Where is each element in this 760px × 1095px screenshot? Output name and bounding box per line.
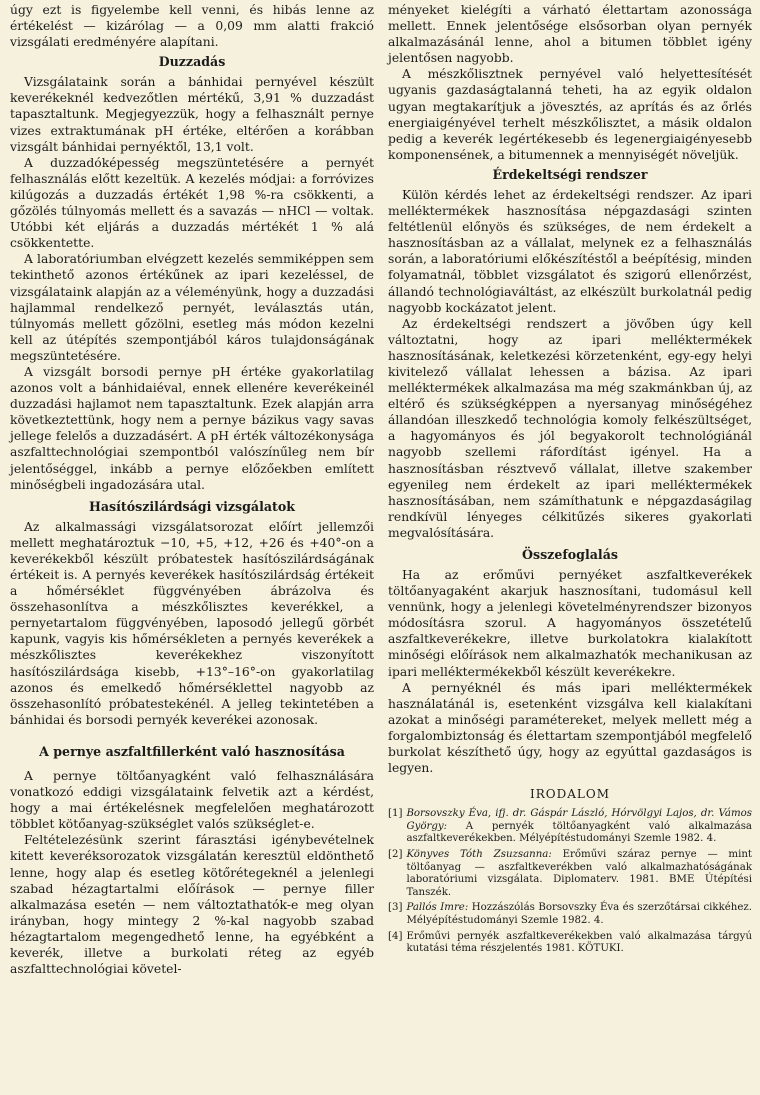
section-heading-duzzadas: Duzzadás [158, 54, 226, 70]
paragraph: A mészkőlisztnek pernyével való helyettesítését ugyanis gazdaságtalanná teheti, ha az egyik oldalon ugyan megtakarítjuk a jövesztés, az aprítás és az őrlés energiaigényével terhelt mészkőlisztet, a másik oldalon pedig a keverék legértékesebb és legenergiaigényesebb komponensének, a bitumennek a mennyiségét növeljük. [388, 67, 752, 162]
left-column [10, 2, 374, 1095]
reference-text: Erőművi pernyék aszfaltkeverékekben való alkalmazása tárgyú kutatási téma részjelentés 1981. KÖTUKI. [406, 930, 752, 955]
reference-authors: Borsovszky Éva, ifj. dr. Gáspár László, Hórvölgyi Lajos, dr. Vámos György: [406, 808, 752, 832]
reference-number: [3] [388, 902, 403, 914]
section-heading-osszefoglalas: Összefoglalás [522, 547, 618, 562]
paragraph: Ha az erőművi pernyéket aszfaltkeverékek töltőanyagaként akarjuk hasznosítani, tudomásul kell vennünk, hogy a jelenlegi követelményrendszer bizonyos módosításra szorul. A hagyományos összetételű aszfaltkeverékekre, illetve burkolatokra kialakított minőségi előírások nem alkalmazhatók mechanikusan az ipari melléktermékekből készült keverékekre. [388, 568, 752, 679]
paragraph: Az alkalmassági vizsgálatsorozat előírt jellemzői mellett meghatároztuk −10, +5, +12, +26 és +40°-on a keverékekből készült próbatestek hasítószilárdságának értékeit is. A pernyés keverékek hasítószilárdság értékeit a hőmérséklet függvényében ábrázolva és összehasonlítva a mészkőlisztes keverékkel, a pernyetartalom függvényében, laposodó jellegű görbét kapunk, vagyis kis hőmérsékleten a pernyés keverékek a mészkőlisztes keverékekhez viszonyított hasítószilárdsága kisebb, +13°–16°-on gyakorlatilag azonos és emelkedő hőmérséklettel nagyobb az összehasonlító próbatestekénél. A jelleg tekintetében a bánhidai és borsodi pernyék keverékei azonosak. [10, 519, 374, 727]
section-heading-erdekeltseg: Érdekeltségi rendszer [492, 166, 648, 182]
reference-text: Erőművi száraz pernye — mint töltőanyag — aszfaltkeverékben való alkalmazhatóságának laboratóriumi vizsgálata. Diplomaterv. 1981. BME Útépítési Tanszék. [406, 849, 753, 898]
reference-authors: Pallós Imre: [406, 902, 469, 914]
reference-item [388, 931, 752, 956]
reference-list [388, 808, 752, 956]
paragraph: Külön kérdés lehet az érdekeltségi rendszer. Az ipari melléktermékek hasznosítása népgazdasági szinten feltétlenül előnyös és szükséges, de nem érdekelt a hasznosításban az a vállalat, melynek ez a felhasználás során, a laboratóriumi előkészítéstől a beépítésig, minden folyamatnál, többlet vizsgálatot és szigorú ellenőrzést, állandó technológiaváltást, az elkészült burkolatnál pedig nagyobb kockázatot jelent. [388, 187, 752, 315]
reference-text: Hozzászólás Borsovszky Éva és szerzőtársai cikkéhez. Mélyépítéstudományi Szemle 1982. 4. [406, 902, 752, 926]
reference-authors: Könyves Tóth Zsuzsanna: [406, 849, 552, 860]
paragraph: A duzzadóképesség megszüntetésére a pernyét felhasználás előtt kezeltük. A kezelés módjai: a forróvizes kilúgozás a duzzadás értékét 1,98 %-ra csökkenti, a gőzölés túlnyomás mellett és a savazás — nHCl — voltak. Utóbbi két eljárás a duzzadás mértékét 1 % alá csökkentette. [10, 155, 374, 251]
reference-number: [4] [388, 930, 403, 942]
paragraph: Vizsgálataink során a bánhidai pernyével készült keverékeknél kedvezőtlen mértékű, 3,91 % duzzadást tapasztaltunk. Megjegyezzük, hogy a felhasznált pernye vizes extraktumának pH értéke, eltérően a korábban vizsgált bánhidai pernyéktől, 13,1 volt. [10, 75, 374, 154]
reference-number: [2] [388, 849, 403, 860]
reference-item [388, 902, 752, 927]
reference-item [388, 849, 752, 899]
section-heading-pernye-filler: A pernye aszfaltfillerként való hasznosítása [39, 743, 345, 759]
paragraph: A vizsgált borsodi pernye pH értéke gyakorlatilag azonos volt a bánhidaiéval, ennek ellenére keverékeinél duzzadási hajlamot nem tapasztaltunk. Ezek alapján arra következtettünk, hogy nem a pernye bázikus vagy savas jellege felelős a duzzadásért. A pH érték változékonysága aszfalttechnológiai szempontból valószínűleg nem bír jelentőséggel, inkább a pernye előzőekben említett minőségbeli ingadozására utal. [10, 364, 374, 492]
intro-paragraph: úgy ezt is figyelembe kell venni, és hibás lenne az értékelést — kizárólag — a 0,09 mm alatti frakció vizsgálati eredményére alapítani. [10, 3, 374, 50]
paragraph: A laboratóriumban elvégzett kezelés semmiképpen sem tekinthető azonos értékűnek az ipari kezeléssel, de vizsgálataink alapján az a véleményünk, hogy a duzzadási hajlammal rendelkező pernyét, leválasztás után, túlnyomás mellett gőzölni, esetleg más módon kezelni kell az útépítés szempontjából káros tulajdonságának megszüntetésére. [10, 252, 374, 363]
paragraph: Az érdekeltségi rendszert a jövőben úgy kell változtatni, hogy az ipari melléktermékek hasznosításának, keletkezési körzetenként, egy-egy helyi kivitelező vállalat lehessen a bázisa. Az ipari melléktermékek alkalmazása ma még szakmánkban új, az eltérő és szükségképpen a nyersanyag minőségéhez állandóan illeszkedő technológia komoly felkészültséget, a hagyományos és jól begyakorolt technológiánál nagyobb szellemi ráfordítást igényel. Ha a hasznosításban résztvevő vállalat, illetve szakember egyenileg nem érdekelt az ipari melléktermékek hasznosításában, nem számíthatunk e népgazdaságilag rendkívül lényeges célkitűzés sikeres gyakorlati megvalósítására. [388, 316, 752, 540]
reference-text: A pernyék töltőanyagként való alkalmazása aszfaltkeverékekben. Mélyépítéstudományi Szemle 1982. 4. [406, 820, 752, 845]
right-column [388, 2, 752, 1095]
paragraph: A pernye töltőanyagként való felhasználására vonatkozó eddigi vizsgálataink felvetik azt a kérdést, hogy a mai értékelésnek megfelelően meghatározott többlet kötőanyag-szükséglet valós szükséglet-e. [10, 768, 374, 832]
paragraph: A pernyéknél és más ipari melléktermékek használatánál is, esetenként vizsgálva kell kialakítani azokat a minőségi paramétereket, melyek mellett még a forgalombiztonság és élettartam szempontjából megfelelő burkolat készíthető úgy, hogy az egyúttal gazdaságos is legyen. [388, 680, 752, 776]
section-heading-hasitoszilardsag: Hasítószilárdsági vizsgálatok [89, 498, 295, 514]
continued-paragraph: ményeket kielégíti a várható élettartam azonossága mellett. Ennek jelentősége elsősorban olyan pernyék alkalmazásánál lenne, ahol a bitumen többlet igény jelentősen nagyobb. [388, 3, 752, 66]
reference-number: [1] [388, 808, 403, 820]
reference-item [388, 808, 752, 846]
paragraph: Feltételezésünk szerint fárasztási igénybevételnek kitett keveréksorozatok vizsgálatán keresztül eldönthető lenne, hogy alap és esetleg kötőrétegeknél a jelenlegi szabad hézagtartalmi előírások — pernye filler alkalmazása esetén — nem változtathatók-e meg olyan irányban, hogy mintegy 2 %-kal nagyobb szabad hézagtartalom megengedhető lenne, ha egyébként a keverék, illetve a burkolati réteg az egyéb aszfalttechnológiai követel- [10, 833, 374, 977]
references-heading: IRODALOM [530, 787, 610, 802]
